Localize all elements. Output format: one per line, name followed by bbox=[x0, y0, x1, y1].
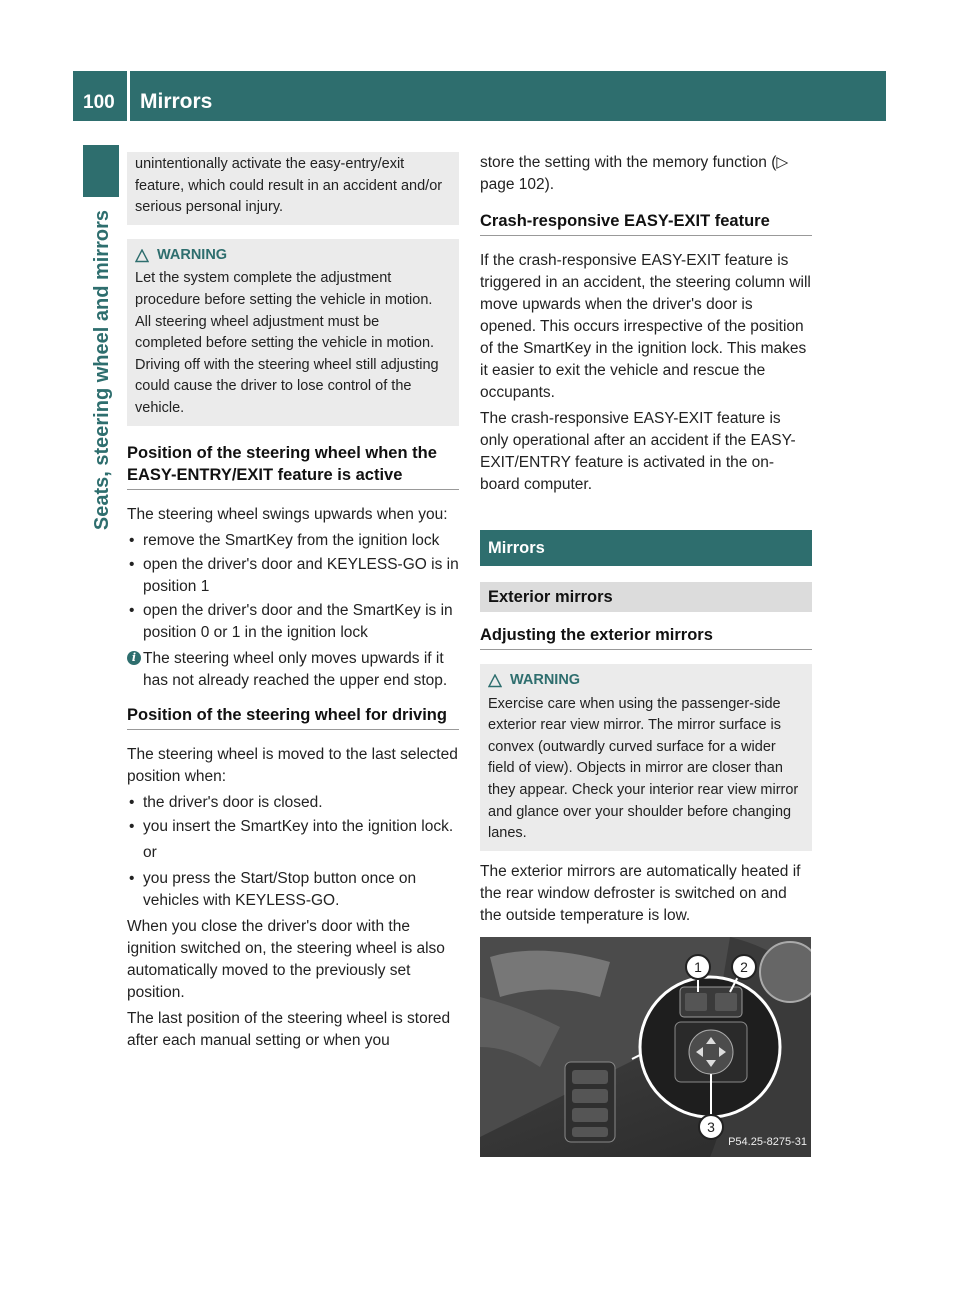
list-item: • you press the Start/Stop button once on vehicles with KEYLESS-GO. bbox=[127, 868, 459, 912]
paragraph: The exterior mirrors are automatically heated if the rear window defroster is switched on and the outside temperature is low. bbox=[480, 862, 801, 924]
section-intro: The steering wheel is moved to the last selected position when: bbox=[127, 745, 458, 785]
paragraph: If the crash-responsive EASY-EXIT feature is triggered in an accident, the steering column will move upwards when the driver's door is opened. This occurs irrespective of the position of the SmartKey in the ignition lock. This makes it easier to exit the vehicle and rescue the occupants. bbox=[480, 252, 811, 401]
warning-header bbox=[135, 245, 449, 267]
page-number: 100 bbox=[83, 92, 115, 113]
section-heading-driving-position: Position of the steering wheel for driving bbox=[127, 704, 459, 730]
page-title: Mirrors bbox=[140, 90, 213, 113]
paragraph: When you close the driver's door with the ignition switched on, the steering wheel is also automatically moved to the previously set position. bbox=[127, 917, 445, 1001]
warning-box bbox=[127, 239, 459, 426]
paragraph: The last position of the steering wheel is stored after each manual setting or when you bbox=[127, 1009, 451, 1049]
warning-triangle-icon bbox=[135, 249, 149, 263]
section-intro: The steering wheel swings upwards when you: bbox=[127, 505, 448, 523]
callout-1 bbox=[686, 955, 710, 979]
list-item: • the driver's door is closed. bbox=[127, 792, 459, 814]
callout-1-label: 1 bbox=[694, 958, 702, 975]
left-column bbox=[127, 152, 459, 1056]
warning-label: WARNING bbox=[157, 246, 228, 263]
callout-2-label: 2 bbox=[740, 958, 748, 975]
callout-2 bbox=[732, 955, 756, 979]
bullet-list bbox=[127, 530, 459, 644]
chapter-tab bbox=[83, 145, 119, 197]
warning-label: WARNING bbox=[510, 672, 581, 688]
door-panel-illustration bbox=[480, 937, 811, 1157]
list-item: • open the driver's door and KEYLESS-GO is in position 1 bbox=[127, 554, 459, 598]
callout-3-label: 3 bbox=[707, 1118, 715, 1135]
paragraph: The crash-responsive EASY-EXIT feature is only operational after an accident if the EASY-EXIT/ENTRY feature is activated in the on-board computer. bbox=[480, 410, 796, 493]
section-bar-mirrors: Mirrors bbox=[480, 530, 812, 566]
section-heading-adjust-mirrors: Adjusting the exterior mirrors bbox=[480, 624, 812, 650]
list-item: • remove the SmartKey from the ignition lock bbox=[127, 530, 459, 552]
continued-warning-box bbox=[127, 152, 459, 225]
info-text: The steering wheel only moves upwards if it has not already reached the upper end stop. bbox=[143, 649, 448, 689]
warning-text: Let the system complete the adjustment procedure before setting the vehicle in motion. All steering wheel adjustment must be completed before setting the vehicle in motion. Driving off with the steering wheel still adjusting could cause the driver to lose control of the vehicle. bbox=[135, 270, 439, 416]
list-item: • open the driver's door and the SmartKey is in position 0 or 1 in the ignition lock bbox=[127, 600, 459, 644]
continued-paragraph: store the setting with the memory function (▷ page 102). bbox=[480, 154, 789, 193]
figure-code: P54.25-8275-31 bbox=[728, 1135, 807, 1148]
continued-warning-text: unintentionally activate the easy-entry/exit feature, which could result in an accident and/or serious personal injury. bbox=[135, 156, 443, 216]
section-heading-easy-entry: Position of the steering wheel when the EASY-ENTRY/EXIT feature is active bbox=[127, 442, 459, 490]
callout-3 bbox=[699, 1115, 723, 1139]
mirror-control-photo bbox=[480, 937, 811, 1157]
right-column bbox=[480, 152, 812, 1157]
bullet-list bbox=[127, 868, 459, 912]
chapter-title bbox=[84, 210, 120, 640]
warning-text: Exercise care when using the passenger-side exterior rear view mirror. The mirror surface is convex (outwardly curved surface for a wider field of view). Objects in mirror are closer than they appear. Check your interior rear view mirror and glance over your shoulder before changing lanes. bbox=[488, 695, 799, 842]
bullet-list bbox=[127, 792, 459, 838]
list-item: • you insert the SmartKey into the ignition lock. bbox=[127, 816, 459, 838]
warning-box bbox=[480, 664, 812, 851]
subsection-bar-exterior-mirrors: Exterior mirrors bbox=[480, 582, 812, 612]
section-heading-crash-exit: Crash-responsive EASY-EXIT feature bbox=[480, 210, 812, 236]
or-text: or bbox=[143, 843, 157, 861]
info-icon: i bbox=[127, 651, 141, 665]
header-divider bbox=[127, 71, 130, 121]
chapter-title-text: Seats, steering wheel and mirrors bbox=[90, 210, 113, 531]
info-note bbox=[127, 648, 459, 692]
warning-header bbox=[488, 670, 802, 692]
warning-triangle-icon bbox=[488, 674, 502, 688]
